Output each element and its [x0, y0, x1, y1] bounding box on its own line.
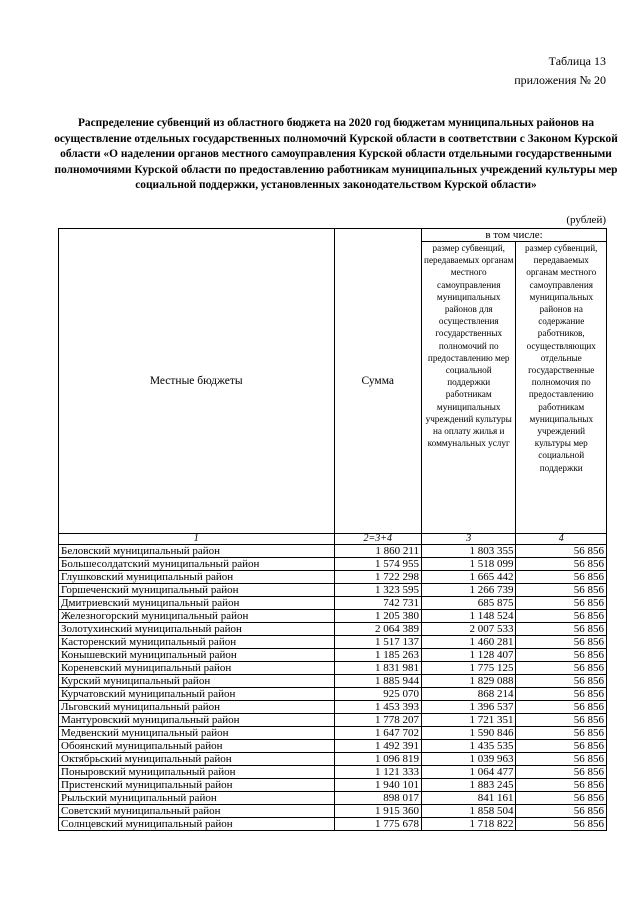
- district-name: Рыльский муниципальный район: [59, 792, 335, 805]
- housing-utilities-subsidy: 1 518 099: [421, 558, 516, 571]
- header-sum: Сумма: [334, 229, 421, 534]
- staff-maintenance-subsidy: 56 856: [516, 714, 607, 727]
- table-row: [59, 766, 607, 779]
- housing-utilities-subsidy: 1 148 524: [421, 610, 516, 623]
- district-name: Касторенский муниципальный район: [59, 636, 335, 649]
- district-name: Пристенский муниципальный район: [59, 779, 335, 792]
- staff-maintenance-subsidy: 56 856: [516, 662, 607, 675]
- housing-utilities-subsidy: 1 665 442: [421, 571, 516, 584]
- housing-utilities-subsidy: 1 803 355: [421, 545, 516, 558]
- staff-maintenance-subsidy: 56 856: [516, 792, 607, 805]
- header-including: в том числе:: [421, 229, 606, 242]
- total-sum: 1 121 333: [334, 766, 421, 779]
- column-number-2: 2=3+4: [334, 534, 421, 545]
- table-row: [59, 805, 607, 818]
- district-name: Курчатовский муниципальный район: [59, 688, 335, 701]
- housing-utilities-subsidy: 1 396 537: [421, 701, 516, 714]
- district-name: Мантуровский муниципальный район: [59, 714, 335, 727]
- total-sum: 742 731: [334, 597, 421, 610]
- total-sum: 1 205 380: [334, 610, 421, 623]
- table-body: [59, 545, 607, 831]
- district-name: Конышевский муниципальный район: [59, 649, 335, 662]
- table-row: [59, 584, 607, 597]
- housing-utilities-subsidy: 1 435 535: [421, 740, 516, 753]
- housing-utilities-subsidy: 685 875: [421, 597, 516, 610]
- housing-utilities-subsidy: 868 214: [421, 688, 516, 701]
- table-row: [59, 701, 607, 714]
- district-name: Поныровский муниципальный район: [59, 766, 335, 779]
- housing-utilities-subsidy: 841 161: [421, 792, 516, 805]
- total-sum: 1 915 360: [334, 805, 421, 818]
- table-row: [59, 558, 607, 571]
- staff-maintenance-subsidy: 56 856: [516, 610, 607, 623]
- district-name: Золотухинский муниципальный район: [59, 623, 335, 636]
- document-title: Распределение субвенций из областного бюджета на 2020 год бюджетам муниципальных районов на осуществление отдельных государственных полномочий Курской области в соответствии с Законом Курской области «О наделении органов местного самоуправления Курской области отдельными государственными полномочиями Курской области по предоставлению работникам муниципальных учреждений культуры мер социальной поддержки, установленных законодательством Курской области»: [54, 117, 618, 192]
- district-name: Большесолдатский муниципальный район: [59, 558, 335, 571]
- staff-maintenance-subsidy: 56 856: [516, 805, 607, 818]
- table-row: [59, 571, 607, 584]
- total-sum: 2 064 389: [334, 623, 421, 636]
- table-row: [59, 792, 607, 805]
- table-row: [59, 597, 607, 610]
- housing-utilities-subsidy: 1 718 822: [421, 818, 516, 831]
- housing-utilities-subsidy: 1 721 351: [421, 714, 516, 727]
- table-reference: [514, 52, 606, 90]
- column-number-3: 3: [421, 534, 516, 545]
- total-sum: 1 574 955: [334, 558, 421, 571]
- staff-maintenance-subsidy: 56 856: [516, 584, 607, 597]
- table-row: [59, 714, 607, 727]
- housing-utilities-subsidy: 1 775 125: [421, 662, 516, 675]
- staff-maintenance-subsidy: 56 856: [516, 571, 607, 584]
- district-name: Глушковский муниципальный район: [59, 571, 335, 584]
- total-sum: 925 070: [334, 688, 421, 701]
- housing-utilities-subsidy: 1 829 088: [421, 675, 516, 688]
- header-col4-description: размер субвенций, передаваемых органам местного самоуправления муниципальных районов на содержание работников, осуществляющих отдельные государственные полномочия по предоставлению работникам муниципальных учреждений культуры мер социальной поддержки: [516, 242, 607, 534]
- subsidy-table: [58, 228, 607, 831]
- housing-utilities-subsidy: 1 064 477: [421, 766, 516, 779]
- table-row: [59, 818, 607, 831]
- total-sum: 1 885 944: [334, 675, 421, 688]
- total-sum: 1 185 263: [334, 649, 421, 662]
- district-name: Горшеченский муниципальный район: [59, 584, 335, 597]
- housing-utilities-subsidy: 1 883 245: [421, 779, 516, 792]
- total-sum: 898 017: [334, 792, 421, 805]
- housing-utilities-subsidy: 1 858 504: [421, 805, 516, 818]
- district-name: Дмитриевский муниципальный район: [59, 597, 335, 610]
- total-sum: 1 323 595: [334, 584, 421, 597]
- total-sum: 1 940 101: [334, 779, 421, 792]
- district-name: Курский муниципальный район: [59, 675, 335, 688]
- appendix-label: приложения № 20: [514, 73, 606, 87]
- total-sum: 1 453 393: [334, 701, 421, 714]
- staff-maintenance-subsidy: 56 856: [516, 688, 607, 701]
- table-row: [59, 610, 607, 623]
- staff-maintenance-subsidy: 56 856: [516, 740, 607, 753]
- staff-maintenance-subsidy: 56 856: [516, 623, 607, 636]
- header-col3-description: размер субвенций, передаваемых органам местного самоуправления муниципальных районов для осуществления государственных полномочий по предоставлению мер социальной поддержки работникам муниципальных учреждений культуры на оплату жилья и коммунальных услуг: [421, 242, 516, 534]
- housing-utilities-subsidy: 2 007 533: [421, 623, 516, 636]
- total-sum: 1 831 981: [334, 662, 421, 675]
- table-label: Таблица 13: [548, 54, 606, 68]
- units-label: (рублей): [566, 214, 606, 226]
- staff-maintenance-subsidy: 56 856: [516, 753, 607, 766]
- table-row: [59, 545, 607, 558]
- staff-maintenance-subsidy: 56 856: [516, 636, 607, 649]
- staff-maintenance-subsidy: 56 856: [516, 727, 607, 740]
- table-row: [59, 688, 607, 701]
- header-budgets: Местные бюджеты: [59, 229, 335, 534]
- district-name: Льговский муниципальный район: [59, 701, 335, 714]
- total-sum: 1 492 391: [334, 740, 421, 753]
- table-row: [59, 727, 607, 740]
- staff-maintenance-subsidy: 56 856: [516, 558, 607, 571]
- district-name: Медвенский муниципальный район: [59, 727, 335, 740]
- staff-maintenance-subsidy: 56 856: [516, 701, 607, 714]
- staff-maintenance-subsidy: 56 856: [516, 779, 607, 792]
- district-name: Железногорский муниципальный район: [59, 610, 335, 623]
- district-name: Беловский муниципальный район: [59, 545, 335, 558]
- column-number-4: 4: [516, 534, 607, 545]
- district-name: Кореневский муниципальный район: [59, 662, 335, 675]
- staff-maintenance-subsidy: 56 856: [516, 818, 607, 831]
- table-row: [59, 753, 607, 766]
- total-sum: 1 860 211: [334, 545, 421, 558]
- district-name: Октябрьский муниципальный район: [59, 753, 335, 766]
- total-sum: 1 096 819: [334, 753, 421, 766]
- table-row: [59, 740, 607, 753]
- staff-maintenance-subsidy: 56 856: [516, 675, 607, 688]
- housing-utilities-subsidy: 1 128 407: [421, 649, 516, 662]
- district-name: Солнцевский муниципальный район: [59, 818, 335, 831]
- housing-utilities-subsidy: 1 590 846: [421, 727, 516, 740]
- table-row: [59, 675, 607, 688]
- table-row: [59, 779, 607, 792]
- staff-maintenance-subsidy: 56 856: [516, 766, 607, 779]
- table-row: [59, 623, 607, 636]
- total-sum: 1 722 298: [334, 571, 421, 584]
- table-row: [59, 636, 607, 649]
- column-number-1: 1: [59, 534, 335, 545]
- total-sum: 1 775 678: [334, 818, 421, 831]
- housing-utilities-subsidy: 1 266 739: [421, 584, 516, 597]
- staff-maintenance-subsidy: 56 856: [516, 649, 607, 662]
- housing-utilities-subsidy: 1 039 963: [421, 753, 516, 766]
- housing-utilities-subsidy: 1 460 281: [421, 636, 516, 649]
- staff-maintenance-subsidy: 56 856: [516, 545, 607, 558]
- table-row: [59, 649, 607, 662]
- district-name: Обоянский муниципальный район: [59, 740, 335, 753]
- total-sum: 1 778 207: [334, 714, 421, 727]
- table-row: [59, 662, 607, 675]
- district-name: Советский муниципальный район: [59, 805, 335, 818]
- total-sum: 1 647 702: [334, 727, 421, 740]
- total-sum: 1 517 137: [334, 636, 421, 649]
- staff-maintenance-subsidy: 56 856: [516, 597, 607, 610]
